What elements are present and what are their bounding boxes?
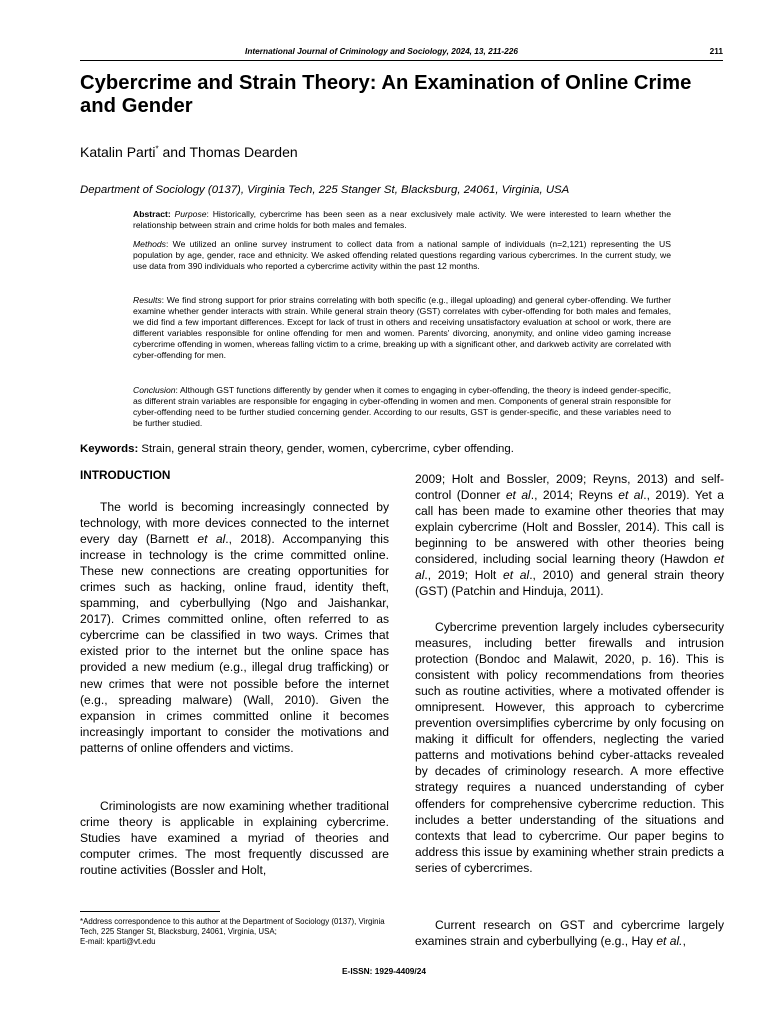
purpose-label: Purpose — [174, 209, 207, 219]
text-run: 2009; Holt and Bossler, 2009; Reyns, 2013) and self-control (Donner — [415, 472, 724, 503]
text-run: The world is becoming increasingly connected by technology, with more devices connected to the internet every day (Barnett — [80, 500, 389, 547]
abstract-methods — [133, 239, 671, 272]
right-paragraph-3 — [415, 917, 724, 949]
text-run: , — [682, 934, 686, 949]
text-run: ., 2019; Holt — [424, 568, 503, 583]
right-paragraph-2: Cybercrime prevention largely includes cybersecurity measures, including better firewalls and intrusion protection (Bondoc and Malawit, 2020, p. 16). This is consistent with policy recommendations from theories such as routine activities, where a motivated offender is omnipresent. However, this approach to cybercrime prevention oversimplifies cybercrime by only focusing on making it difficult for offenders, neglecting the varied patterns and motivations behind cyber-attacks revealed by decades of criminology research. A more effective strategy requires a nuanced understanding of cyber offenders for comprehensive cybercrime reduction. This includes a better understanding of the situations and contexts that lead to cybercrime. Our paper begins to address this issue by examining whether strain predicts a series of cybercrimes. — [415, 620, 724, 875]
results-label: Results — [133, 295, 162, 305]
text-run: ., 2014; Reyns — [530, 488, 619, 503]
left-paragraph-1 — [80, 499, 389, 756]
paper-title: Cybercrime and Strain Theory: An Examination of Online Crime and Gender — [80, 72, 692, 117]
abstract-results — [133, 295, 671, 362]
text-run-italic: et al — [415, 552, 724, 583]
abstract-conclusion — [133, 385, 671, 429]
left-paragraph-2: Criminologists are now examining whether traditional crime theory is applicable in explaining cybercrime. Studies have examined a myriad of theories and computer crimes. The most frequently discussed are routine activities (Bossler and Holt, — [80, 799, 389, 878]
conclusion-label: Conclusion — [133, 385, 176, 395]
footer-issn: E-ISSN: 1929-4409/24 — [342, 966, 426, 976]
results-text: : We find strong support for prior strains correlating with both specific (e.g., illegal uploading) and general cyber-offending. We further examine whether gender interacts with strain. While general strain theory (GST) correlates with cyber-offending for both males and females, we did find a few important differences. Except for lack of trust in others and receiving unsatisfactory evaluation at school or work, there are different variables responsible for online offending for men and women. Parents' divorcing, anonymity, and online video gaming increase cybercrime offending in women, whereas falling victim to a crime, breaking up with a significant other, and darkweb activity are correlated with cyber-offending for men. — [133, 295, 671, 361]
conclusion-text: : Although GST functions differently by gender when it comes to engaging in cyber-offending, the theory is indeed gender-specific, as different strain variables are responsible for engaging in cyber-offending in women and men. Components of general strain responsible for cyber-offending need to be further studied concerning gender. According to our results, GST is gender-specific, and these variables need to be further studied. — [133, 385, 671, 429]
abstract-label: Abstract: — [133, 209, 171, 219]
footnote-address: *Address correspondence to this author at the Department of Sociology (0137), Virginia Tech, 225 Stanger St, Blacksburg, 24061, Virginia, USA; — [80, 917, 385, 936]
text-run: ., 2010) and general strain theory (GST) (Patchin and Hinduja, 2011). — [415, 568, 724, 599]
author-first: Katalin Parti — [80, 144, 156, 160]
methods-label: Methods — [133, 239, 166, 249]
journal-info: International Journal of Criminology and Sociology, 2024, 13, 211-226 — [245, 46, 518, 56]
right-paragraph-1 — [415, 471, 724, 599]
text-run-italic: et al. — [656, 934, 683, 949]
keywords-label: Keywords: — [80, 443, 139, 455]
text-run: Current research on GST and cybercrime largely examines strain and cyberbullying (e.g., Hay — [415, 918, 724, 949]
purpose-text: : Historically, cybercrime has been seen as a near exclusively male activity. We were interested to learn whether the relationship between strain and crime holds for both males and females. — [133, 209, 671, 231]
footnote-divider — [80, 911, 220, 912]
author-marker: * — [155, 144, 159, 154]
keywords — [80, 443, 725, 455]
methods-text: : We utilized an online survey instrument to collect data from a national sample of individuals (n=2,121) representing the US population by age, gender, race and ethnicity. We asked offending related questions regarding various cybercrimes. In the current study, we use data from 390 individuals who reported a cybercrime activity within the past 12 months. — [133, 239, 671, 272]
authors — [80, 144, 298, 160]
text-run-italic: et al — [197, 532, 226, 547]
section-heading-introduction: INTRODUCTION — [80, 468, 171, 482]
journal-header — [80, 46, 723, 61]
text-run: ., 2018). Accompanying this increase in technology is the crime committed online. These new connections are creating opportunities for crimes such as hacking, online fraud, identity theft, spamming, and cyberbullying (Ngo and Jaishankar, 2017). Crimes committed online, often referred to as cybercrime can be classified in two ways. Crimes that existed prior to the internet but the online space has provided a new medium (e.g., illegal drug trafficking) or new crimes that were not possible before the internet (e.g., spreading malware) (Wall, 2010). Given the expansion in crimes committed online it becomes increasingly important to consider the motivations and patterns of online offenders and victims. — [80, 532, 390, 755]
affiliation: Department of Sociology (0137), Virginia Tech, 225 Stanger St, Blacksburg, 24061, Virginia, USA — [80, 184, 570, 196]
footnote — [80, 917, 400, 947]
text-run: ., 2019). Yet a call has been made to examine other theories that may explain cybercrime (Holt and Bossler, 2014). This call is beginning to be answered with other theories being considered, including social learning theory (Hawdon — [415, 488, 725, 567]
footnote-email: E-mail: kparti@vt.edu — [80, 937, 156, 946]
text-run-italic: et al — [505, 488, 531, 503]
text-run-italic: et al — [618, 488, 644, 503]
abstract-purpose — [133, 209, 671, 231]
author-rest: and Thomas Dearden — [158, 144, 298, 160]
keywords-text: Strain, general strain theory, gender, women, cybercrime, cyber offending. — [138, 443, 514, 455]
page-number: 211 — [709, 46, 723, 56]
text-run-italic: et al — [502, 568, 530, 583]
